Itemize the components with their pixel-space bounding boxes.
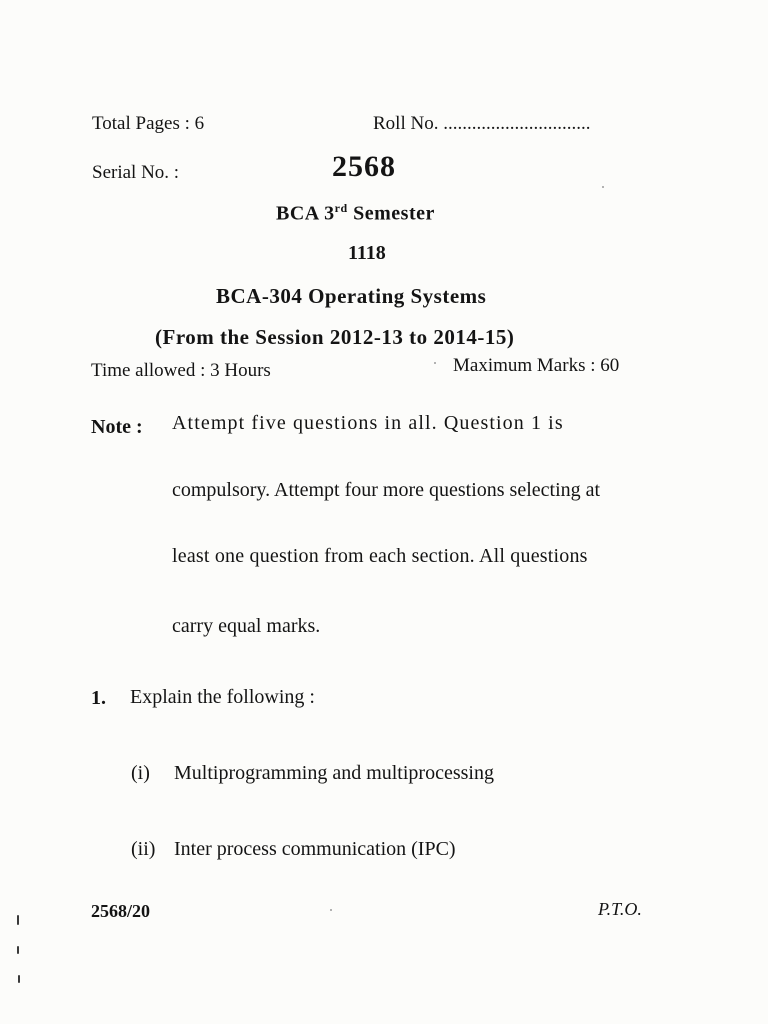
note-line-4: carry equal marks. bbox=[172, 615, 321, 637]
scan-mark bbox=[17, 915, 19, 925]
semester-ordinal: rd bbox=[334, 201, 348, 215]
semester-suffix: Semester bbox=[347, 202, 435, 225]
scan-speck bbox=[330, 909, 332, 911]
scan-mark bbox=[17, 946, 19, 954]
total-pages: Total Pages : 6 bbox=[92, 113, 205, 134]
roll-number: Roll No. ............................... bbox=[373, 113, 591, 134]
scan-mark bbox=[18, 975, 20, 983]
scan-speck bbox=[602, 186, 604, 188]
time-allowed: Time allowed : 3 Hours bbox=[91, 360, 271, 381]
semester-heading bbox=[276, 201, 435, 226]
paper-number: 1118 bbox=[348, 242, 386, 264]
subpart-text: Multiprogramming and multiprocessing bbox=[174, 762, 494, 784]
footer-code: 2568/20 bbox=[91, 901, 151, 921]
note-line-3: least one question from each section. All questions bbox=[172, 545, 588, 567]
session-range: (From the Session 2012-13 to 2014-15) bbox=[155, 325, 515, 349]
subject-title: BCA-304 Operating Systems bbox=[216, 284, 487, 308]
semester-prefix: BCA 3 bbox=[276, 202, 335, 225]
note-line-2: compulsory. Attempt four more questions selecting at bbox=[172, 479, 601, 501]
subpart-label: (ii) bbox=[131, 838, 156, 860]
serial-number: Serial No. : bbox=[92, 162, 180, 183]
subpart-label: (i) bbox=[131, 762, 150, 784]
maximum-marks: Maximum Marks : 60 bbox=[453, 355, 620, 376]
note-line-1: Attempt five questions in all. Question 1 is bbox=[172, 412, 564, 434]
question-number: 1. bbox=[91, 687, 106, 709]
paper-code: 2568 bbox=[332, 150, 396, 183]
question-text: Explain the following : bbox=[130, 686, 315, 708]
note-label: Note : bbox=[91, 416, 143, 438]
scan-speck bbox=[434, 362, 436, 364]
please-turn-over: P.T.O. bbox=[598, 899, 642, 919]
subpart-text: Inter process communication (IPC) bbox=[174, 838, 456, 860]
